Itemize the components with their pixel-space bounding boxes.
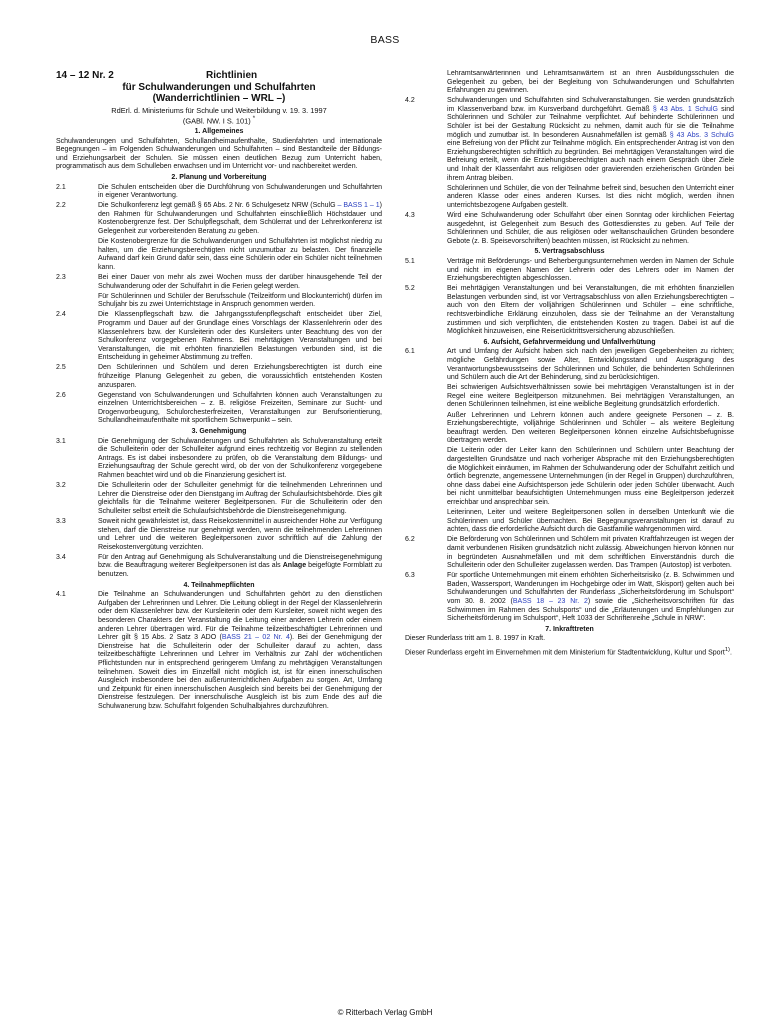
paragraph-number: 2.2 (56, 202, 66, 210)
paragraph-text: Die Genehmigung der Schulwanderungen und Schulfahrten als Schulveranstaltung erteilt die Schulleiterin oder der Schulleiter aufgrund eines rechtzeitig vor Beginn zu stellenden Antrags. Es ist dabei insbesondere zu prüfen, ob die Veranstaltung dem Bildungs- und Erziehungsauftrag der Schule gerecht wird, ob der von der Schulkonferenz vorgegebene Rahmen beachtet wird und ob die Finanzierung gesichert ist. (98, 437, 382, 480)
paragraph-number: 4.2 (405, 97, 415, 105)
paragraph-text: Die Beförderung von Schülerinnen und Schülern mit privaten Kraftfahrzeugen ist wegen der damit verbundenen Risiken grundsätzlich nicht zulässig. Abweichungen hiervon können nur in begründeten Ausnahmefällen und mit dem schriftlichen Einverständnis durch die Schulleiterin oder den Schulleiter zugelassen werden. Das Trampen (Autostop) ist verboten. (447, 536, 734, 570)
paragraph-5-1 (405, 258, 734, 284)
ordinance-reference (56, 106, 382, 125)
text-run: Die Schulkonferenz legt gemäß § 65 Abs. 2 Nr. 6 Schulgesetz NRW (SchulG (98, 202, 338, 210)
paragraph-text: Bei einer Dauer von mehr als zwei Wochen muss der darüber hinausgehende Teil der Schulwanderung oder der Schulfahrt in die Ferien gelegt werden. (98, 273, 382, 290)
title-line-3: (Wanderrichtlinien – WRL –) (152, 93, 286, 104)
paragraph-number: 4.3 (405, 212, 415, 219)
paragraph-number: 5.2 (405, 285, 415, 293)
paragraph-3-4 (56, 554, 382, 580)
section-heading-5: 5. Vertragsabschluss (534, 248, 605, 256)
text-run: eine Befreiung von der Pflicht zur Teilnahme möglich. Ein entsprechender Antrag ist von den Erziehungsberechtigten schriftlich zu begründen. Bei mehrtägigen Veranstaltungen wird die Befreiung erteilt, wenn die Erziehungsberechtigten auch nach einem Gespräch über Ziele und Inhalt der Klassenfahrt aus religiösen oder gravierenden erzieherischen Gründen bei ihrem Antrag bleiben. (447, 140, 734, 182)
paragraph-2-3 (56, 274, 382, 291)
paragraph-6-1-e: Leiterinnen, Leiter und weitere Begleitpersonen sollen in derselben Unterkunft wie die Schülerinnen und Schüler übernachten. Bei Begegnungsveranstaltungen ist darauf zu achten, dass die erforderliche Aufsicht durch die Gastfamilie wahrgenommen wird. (447, 509, 734, 534)
section-heading-1: 1. Allgemeines (194, 127, 244, 135)
schulg-link[interactable]: § 43 Abs. 1 SchulG (652, 105, 718, 113)
text-run: sind Schülerinnen und Schüler zur Teilnahme verpflichtet. Auf behinderte Schülerinnen und Schüler ist bei der Gestaltung Rücksicht zu nehmen, damit auch für sie die Teilnahme möglich und zumutbar ist. In besonderen Ausnahmefällen ist gemäß (447, 105, 734, 139)
paragraph-6-1-d: Die Leiterin oder der Leiter kann den Schülerinnen und Schülern unter Beachtung der dargestellten Grundsätze und nach vorheriger Absprache mit den Erziehungsberechtigten die Möglichkeit einräumen, im Rahmen der Schulwanderung oder der Schulfahrt zeitlich und örtlich begrenzte, angemessene Unternehmungen (in der Regel in Gruppen) durchzuführen, ohne dass dabei eine Aufsichtsperson jede Schülerin oder jeden Schüler überwacht. Auch bei nicht unmittelbar beaufsichtigten Unternehmungen muss eine Begleitperson jederzeit erreichbar und ansprechbar sein. (447, 447, 734, 506)
text-run: . (730, 648, 732, 656)
paragraph-text (98, 554, 382, 580)
paragraph-text: Soweit nicht gewährleistet ist, dass Reisekostenmittel in ausreichender Höhe zur Verfügung stehen, darf die Dienstreise nur genehmigt werden, wenn die teilnehmenden Lehrerinnen und Lehrer und die weiteren Begleitpersonen zuvor schriftlich auf die Zahlung der Reisekostenvergütung verzichten. (98, 518, 382, 551)
paragraph-6-1 (405, 348, 734, 382)
text-run: beigefügte Formblatt zu benutzen. (98, 562, 382, 579)
paragraph-text (447, 572, 734, 624)
section-heading-7: 7. Inkrafttreten (545, 625, 594, 633)
paragraph-2-6 (56, 392, 382, 426)
text-run: Schulwanderungen und Schulfahrten sind Schulveranstaltungen. Sie werden grundsätzlich im Klassenverband bzw. im Kursverband durchgeführt. Gemäß (447, 97, 734, 113)
paragraph-text: Die Schulleiterin oder der Schulleiter genehmigt für die teilnehmenden Lehrerinnen und Lehrer die Dienstreise oder den Dienstgang im Auftrag der Schulaufsichtsbehörde. Dies gilt gleichfalls für die Teilnahme weiterer Begleitpersonen. Für die Schulleiterin oder den Schulleiter selbst erteilt die Schulaufsichtsbehörde die Dienstreisegenehmigung. (98, 482, 382, 515)
paragraph-number: 3.1 (56, 437, 66, 445)
section-heading-4: 4. Teilnahmepflichten (183, 581, 255, 589)
document-title (56, 70, 382, 105)
anlage-emphasis: Anlage (282, 562, 307, 570)
paragraph-2-3-continued: Für Schülerinnen und Schüler der Berufsschule (Teilzeitform und Blockunterricht) dürfen im Schuljahr bis zu zwei Unterrichtstage in Anspruch genommen werden. (98, 292, 382, 309)
paragraph-text (98, 202, 382, 236)
paragraph-text: Verträge mit Beförderungs- und Beherbergungsunternehmen werden im Namen der Schule und nicht im eigenen Namen der Lehrerin oder des Lehrers oder im Namen der Erziehungsberechtigten abgeschlossen. (447, 257, 734, 283)
paragraph-text (447, 97, 734, 183)
text-run: Dieser Runderlass ergeht im Einvernehmen mit dem Ministerium für Stadtentwicklung, Kultur und Sport (405, 648, 725, 656)
paragraph-number: 5.1 (405, 257, 415, 265)
bass-link[interactable]: BASS 18 – 23 Nr. 2 (512, 598, 588, 606)
paragraph-text: Wird eine Schulwanderung oder Schulfahrt über einen Sonntag oder kirchlichen Feiertag ausgedehnt, ist Gelegenheit zum Besuch des Gottesdienstes zu geben. Auf Teile der Schülerinnen und Schüler, die aus religiösen oder weltanschaulichen Gründen besondere Gebote (z. B. Speisevorschriften) beachten müssen, ist Rücksicht zu nehmen. (447, 212, 734, 245)
footnote-mark: * (252, 115, 256, 122)
paragraph-number: 3.4 (56, 553, 66, 561)
paragraph-2-5 (56, 364, 382, 390)
paragraph-text: Die Klassenpflegschaft bzw. die Jahrgangsstufenpflegschaft entscheidet über Ziel, Programm und Dauer auf der Grundlage eines Vorschlags der Klassenlehrerin oder des Klassenlehrers bzw. der Kursleiterin oder des Kursleiters unter Beachtung des von der Schulkonferenz vorgegebenen Rahmens. Bei mehrtägigen Veranstaltungen und bei Veranstaltungen, die mit erhöhten finanziellen Belastungen verbunden sind, ist die Entscheidung in geheimer Abstimmung zu treffen. (98, 311, 382, 362)
text-run: ) sowie die „Sicherheitsvorschriften für das Schwimmen im Rahmen des Schulsports“ und die „Erläuterungen und Empfehlungen zur Sicherheitsförderung im Schulsport“, Heft 1033 der Schriftenreihe „Schule in NRW“. (447, 598, 734, 623)
paragraph-number: 6.3 (405, 572, 415, 580)
text-run: ) den Rahmen für Schulwanderungen und Schulfahrten einschließlich Höchstdauer und Kostenobergrenze fest. Der Schulpflegschaft, dem Schülerrat und der Lehrerkonferenz ist Gelegenheit zur vorbereitenden Beratung zu geben. (98, 202, 382, 235)
paragraph-4-2 (405, 97, 734, 183)
left-column (56, 70, 382, 1000)
footnote-mark: 1) (724, 646, 730, 653)
paragraph-6-3 (405, 572, 734, 624)
paragraph-3-2 (56, 482, 382, 516)
section-heading-3: 3. Genehmigung (191, 428, 247, 436)
paragraph-6-2 (405, 536, 734, 570)
bass-link[interactable]: BASS 21 – 02 Nr. 4 (221, 634, 290, 642)
paragraph-number: 6.2 (405, 536, 415, 544)
paragraph-6-1-b: Bei schwierigen Aufsichtsverhältnissen sowie bei mehrtägigen Veranstaltungen ist in der Regel eine weitere Begleitperson mitzunehmen. Bei mehrtägigen Veranstaltungen, an denen Schülerinnen teilnehmen, ist eine weibliche Begleitung grundsätzlich erforderlich. (447, 384, 734, 409)
paragraph-6-1-c: Außer Lehrerinnen und Lehrern können auch andere geeignete Personen – z. B. Erziehungsberechtigte, volljährige Schülerinnen und Schüler – als weitere Begleitung beauftragt werden. Den weiteren Begleitpersonen können einzelne Aufsichtsbefugnisse übertragen werden. (447, 411, 734, 445)
paragraph-text: Gegenstand von Schulwanderungen und Schulfahrten können auch Veranstaltungen zu einzelnen Unterrichtsbereichen – z. B. religiöse Freizeiten, Seminare zur Sucht- und Drogenvorbeugung, Schulorchesterfreizeiten, Veranstaltungen zur Berufsorientierung, Schullandheimaufenthalte mit sportlichem Schwerpunkt – sein. (98, 391, 382, 425)
inkrafttreten-line: Dieser Runderlass tritt am 1. 8. 1997 in Kraft. (405, 635, 546, 643)
paragraph-number: 3.2 (56, 482, 66, 490)
text-run: Für sportliche Unternehmungen mit einem erhöhten Sicherheitsrisiko (z. B. Schwimmen und Baden, Wassersport, Wanderungen im Hochgebirge oder im Watt, Skisport) gelten auch bei Schulwanderungen und Schulfahrten der Runderlass „Sicherheitsförderung im Schulsport“ vom 30. 8. 2002 ( (447, 572, 734, 606)
ordinance-line-1: RdErl. d. Ministeriums für Schule und Weiterbildung v. 19. 3. 1997 (111, 105, 327, 115)
schulg-link[interactable]: § 43 Abs. 3 SchulG (669, 131, 734, 139)
paragraph-number: 2.3 (56, 273, 66, 281)
section-1-text: Schulwanderungen und Schulfahrten, Schullandheimaufenthalte, Studienfahrten und internationale Begegnungen – im Folgenden Schulwanderungen und Schulfahrten – sind Bestandteile der Bildungs- und Erziehungsarbeit der Schulen. Sie müssen einen deutlichen Bezug zum Unterricht haben, programmatisch aus dem Schulleben erwachsen und im Unterricht vor- und nachbereitet werden. (56, 137, 382, 171)
section-heading-6: 6. Aufsicht, Gefahrvermeidung und Unfallverhütung (483, 338, 656, 346)
paragraph-2-2 (56, 202, 382, 236)
publisher-footer: © Ritterbach Verlag GmbH (337, 1008, 433, 1017)
title-line-2: für Schulwanderungen und Schulfahrten (122, 81, 316, 93)
paragraph-text: Bei mehrtägigen Veranstaltungen und bei Veranstaltungen, die mit erhöhten finanziellen Belastungen verbunden sind, ist vor Vertragsabschluss von allen Erziehungsberechtigten – auch von den Eltern der volljährigen Schülerinnen und Schüler – eine schriftliche, rechtsverbindliche Erklärung einzuholen, dass sie der Teilnahme an der Veranstaltung zustimmen und sich verpflichten, die entstehenden Kosten zu tragen. Dabei ist auf die Möglichkeit hinzuweisen, eine Reiserücktrittsversicherung abzuschließen. (447, 285, 734, 336)
paragraph-2-4 (56, 311, 382, 363)
paragraph-4-1-lehramt: Lehramtsanwärterinnen und Lehramtsanwärtern ist an ihren Ausbildungsschulen die Gelegenheit zu geben, bei der Begleitung von Schulwanderungen und Schulfahrten Erfahrungen zu gewinnen. (447, 70, 734, 95)
running-head: BASS (370, 34, 400, 46)
paragraph-4-1 (56, 591, 382, 711)
ordinance-line-2: (GABl. NW. I S. 101) (182, 115, 251, 125)
einvernehmen-line (405, 646, 734, 658)
paragraph-text: Art und Umfang der Aufsicht haben sich nach den jeweiligen Gegebenheiten zu richten; mögliche Gefährdungen sowie Alter, Entwicklungsstand und Ausprägung des Verantwortungsbewusstseins der Schülerinnen und Schüler, die behinderten Schülerinnen und Schülern auch die Art der Behinderung, sind zu berücksichtigen. (447, 348, 734, 382)
paragraph-text (98, 591, 382, 711)
paragraph-number: 2.1 (56, 183, 66, 191)
paragraph-number: 6.1 (405, 348, 415, 356)
paragraph-2-2-continued: Die Kostenobergrenze für die Schulwanderungen und Schulfahrten ist möglichst niedrig zu halten, um die Erziehungsberechtigten nicht unzumutbar zu belasten. Der finanzielle Aufwand darf kein Grund dafür sein, dass eine Schülerin oder ein Schüler nicht teilnehmen kann. (98, 238, 382, 271)
paragraph-number: 4.1 (56, 591, 66, 599)
paragraph-4-3 (405, 212, 734, 246)
paragraph-4-2-continued: Schülerinnen und Schüler, die von der Teilnahme befreit sind, besuchen den Unterricht einer anderen Klasse oder eines anderen Kurses. Ist dies nicht möglich, werden ihnen unterrichtsbezogene Aufgaben gestellt. (447, 184, 734, 209)
paragraph-2-1 (56, 184, 382, 201)
bass-link[interactable]: – BASS 1 – 1 (337, 202, 380, 210)
paragraph-text: Die Schulen entscheiden über die Durchführung von Schulwanderungen und Schulfahrten in eigener Verantwortung. (98, 183, 382, 200)
text-run: Für den Antrag auf Genehmigung als Schulveranstaltung und die Dienstreisegenehmigung bzw. die Beauftragung weiterer Begleitpersonen ist das als (98, 553, 382, 570)
text-run: ). Bei der Genehmigung der Dienstreise hat die Schulleiterin oder der Schulleiter darauf zu achten, dass teilzeitbeschäftigte Lehrerinnen und Lehrer im Verhältnis zur Zahl der wöchentlichen Pflichtstunden nur in entsprechend geringerem Umfang zu mehrtägigen Veranstaltungen teilnehmen. Soweit dies im Einzelfall nicht möglich ist, ist für einen innerschulischen Ausgleich insbesondere bei den außerunterrichtlichen Aufgaben zu sorgen. Art, Umfang und Zeitpunkt für einen innerschulischen Ausgleich sind bereits bei der Genehmigung der Dienstreise festzulegen. Der innerschulische Ausgleich ist bis zum Ende des auf die Schulwanerung bzw. Schulfahrt folgenden Schulhalbjahres durchzuführen. (98, 634, 382, 710)
paragraph-3-3 (56, 518, 382, 552)
paragraph-5-2 (405, 285, 734, 337)
paragraph-number: 2.5 (56, 364, 66, 372)
section-heading-2: 2. Planung und Vorbereitung (171, 173, 267, 181)
paragraph-number: 2.4 (56, 311, 66, 319)
document-number: 14 – 12 Nr. 2 (56, 70, 114, 81)
right-column (405, 70, 734, 1000)
text-run: Die Teilnahme an Schulwanderungen und Schulfahrten gehört zu den dienstlichen Aufgaben der Lehrerinnen und Lehrer. Die Leitung obliegt in der Regel der Klassenlehrerin oder dem Klassenlehrer bzw. der Kursleiterin oder dem Kursleiter, soweit nicht wegen des besonderen Charakters der Veranstaltung die Leitung einer anderen Lehrerin oder einem anderen Lehrer übertragen wird. Für die Teilnahme teilzeitbeschäftigter Lehrerinnen und Lehrer gilt § 15 Abs. 2 Satz 3 ADO ( (98, 591, 382, 642)
paragraph-text: Den Schülerinnen und Schülern und deren Erziehungsberechtigten ist durch eine frühzeitige Planung Gelegenheit zu geben, die voraussichtlich entstehenden Kosten anzusparen. (98, 364, 382, 389)
paragraph-3-1 (56, 438, 382, 481)
paragraph-number: 2.6 (56, 391, 66, 399)
title-line-1: Richtlinien (206, 70, 258, 81)
paragraph-number: 3.3 (56, 518, 66, 525)
